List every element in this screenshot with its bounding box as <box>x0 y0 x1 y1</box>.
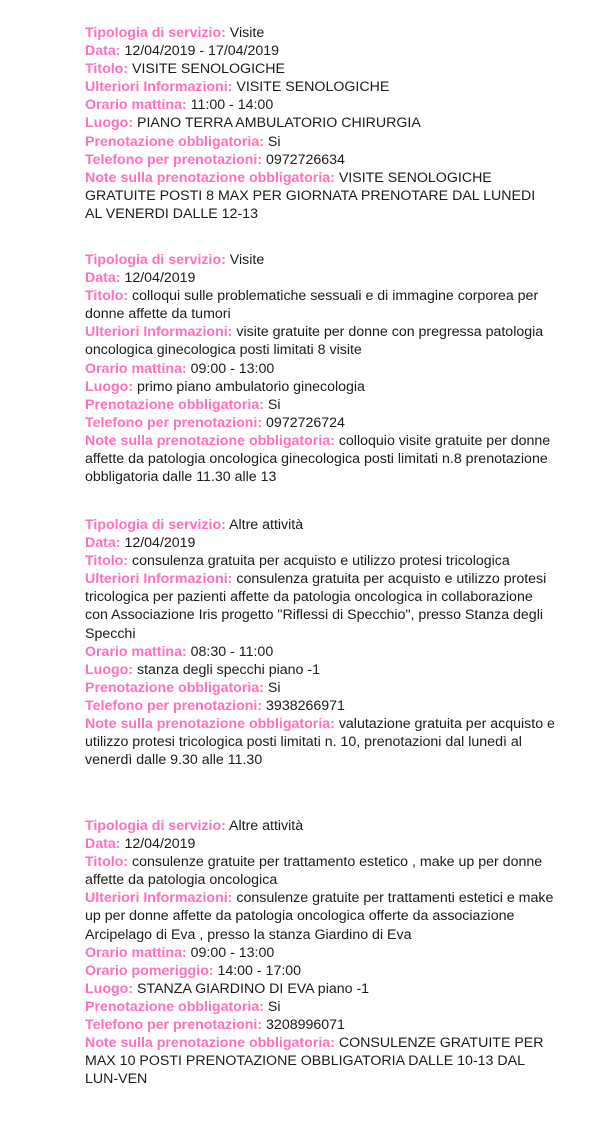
telefono-label: Telefono per prenotazioni: <box>85 151 263 168</box>
prenotazione-row <box>85 679 555 697</box>
luogo-row <box>85 661 555 679</box>
data-row <box>85 835 555 853</box>
titolo-row <box>85 60 555 78</box>
ulteriori-value: visite gratuite per donne con pregressa patologia oncologica ginecologica posti limitati 8 visite <box>85 324 544 359</box>
titolo-value: consulenza gratuita per acquisto e utilizzo protesi tricologica <box>132 553 510 570</box>
prenotazione-row <box>85 396 555 414</box>
data-row <box>85 534 555 552</box>
orario-mattina-label: Orario mattina: <box>85 360 187 377</box>
orario-mattina-row <box>85 643 555 661</box>
luogo-value: stanza degli specchi piano -1 <box>137 661 320 678</box>
titolo-row <box>85 853 555 889</box>
ulteriori-label: Ulteriori Informazioni: <box>85 79 233 96</box>
prenotazione-label: Prenotazione obbligatoria: <box>85 133 264 150</box>
data-label: Data: <box>85 836 121 853</box>
telefono-label: Telefono per prenotazioni: <box>85 697 263 714</box>
data-label: Data: <box>85 535 121 552</box>
tipologia-value: Altre attività <box>229 517 304 533</box>
data-value: 12/04/2019 <box>124 836 196 853</box>
luogo-row <box>85 378 555 396</box>
service-entry <box>85 516 555 769</box>
orario-pomeriggio-label: Orario pomeriggio: <box>85 962 214 979</box>
ulteriori-row <box>85 323 555 359</box>
ulteriori-value: VISITE SENOLOGICHE <box>236 79 390 96</box>
tipologia-label: Tipologia di servizio: <box>85 517 226 533</box>
telefono-row <box>85 414 555 432</box>
orario-mattina-value: 08:30 - 11:00 <box>190 643 274 660</box>
note-label: Note sulla prenotazione obbligatoria: <box>85 169 335 186</box>
tipologia-value: Visite <box>229 252 265 268</box>
note-row <box>85 432 555 486</box>
luogo-label: Luogo: <box>85 378 134 395</box>
luogo-row <box>85 114 555 132</box>
titolo-value: colloqui sulle problematiche sessuali e di immagine corporea per donne affette da tumori <box>85 288 539 323</box>
telefono-value: 3938266971 <box>266 697 345 714</box>
telefono-value: 0972726634 <box>266 151 345 168</box>
ulteriori-label: Ulteriori Informazioni: <box>85 324 233 341</box>
titolo-label: Titolo: <box>85 288 129 305</box>
luogo-value: STANZA GIARDINO DI EVA piano -1 <box>137 980 370 997</box>
ulteriori-row <box>85 570 555 642</box>
ulteriori-value: consulenze gratuite per trattamenti estetici e make up per donne affette da patologia oncologica offerte da associazione Arcipelago di Eva , presso la stanza Giardino di Eva <box>85 890 554 943</box>
titolo-row <box>85 287 555 323</box>
luogo-value: PIANO TERRA AMBULATORIO CHIRURGIA <box>137 115 421 132</box>
telefono-value: 0972726724 <box>266 414 345 431</box>
note-row <box>85 715 555 769</box>
tipologia-label: Tipologia di servizio: <box>85 818 226 834</box>
luogo-row <box>85 980 555 998</box>
data-value: 12/04/2019 <box>124 535 196 552</box>
ulteriori-row <box>85 78 555 96</box>
note-label: Note sulla prenotazione obbligatoria: <box>85 432 335 449</box>
note-label: Note sulla prenotazione obbligatoria: <box>85 716 335 733</box>
ulteriori-label: Ulteriori Informazioni: <box>85 890 233 907</box>
telefono-label: Telefono per prenotazioni: <box>85 1017 263 1034</box>
orario-mattina-row <box>85 944 555 962</box>
note-row <box>85 1034 555 1088</box>
titolo-value: consulenze gratuite per trattamento estetico , make up per donne affette da patologia oncologica <box>85 854 543 889</box>
tipologia-label: Tipologia di servizio: <box>85 252 226 268</box>
note-value: CONSULENZE GRATUITE PER MAX 10 POSTI PRENOTAZIONE OBBLIGATORIA DALLE 10-13 DAL LUN-VEN <box>85 1035 544 1088</box>
titolo-value: VISITE SENOLOGICHE <box>132 61 285 78</box>
tipologia-value: Visite <box>229 25 265 41</box>
data-value: 12/04/2019 <box>124 270 196 287</box>
tipologia-label: Tipologia di servizio: <box>85 25 226 41</box>
prenotazione-label: Prenotazione obbligatoria: <box>85 396 264 413</box>
luogo-value: primo piano ambulatorio ginecologia <box>137 378 365 395</box>
ulteriori-label: Ulteriori Informazioni: <box>85 571 233 588</box>
prenotazione-row <box>85 133 555 151</box>
orario-mattina-row <box>85 360 555 378</box>
tipologia-row <box>85 516 555 534</box>
orario-pomeriggio-row <box>85 962 555 980</box>
prenotazione-value: Si <box>267 679 281 696</box>
note-value: valutazione gratuita per acquisto e utilizzo protesi tricologica posti limitati n. 10, prenotazioni dal lunedì al venerdì dalle 9.30 alle 11.30 <box>85 716 555 769</box>
ulteriori-value: consulenza gratuita per acquisto e utilizzo protesi tricologica per pazienti affette da patologia oncologica in collaborazione con Associazione Iris progetto "Riflessi di Specchio", presso Stanza degli Specchi <box>85 571 547 642</box>
note-row <box>85 169 555 223</box>
prenotazione-value: Si <box>267 998 281 1015</box>
telefono-row <box>85 697 555 715</box>
note-value: VISITE SENOLOGICHE GRATUITE POSTI 8 MAX PER GIORNATA PRENOTARE DAL LUNEDI AL VENERDI DALLE 12-13 <box>85 169 536 222</box>
luogo-label: Luogo: <box>85 661 134 678</box>
data-label: Data: <box>85 270 121 287</box>
tipologia-row <box>85 817 555 835</box>
orario-mattina-label: Orario mattina: <box>85 97 187 114</box>
orario-mattina-value: 09:00 - 13:00 <box>190 944 275 961</box>
orario-mattina-label: Orario mattina: <box>85 944 187 961</box>
telefono-row <box>85 1016 555 1034</box>
telefono-label: Telefono per prenotazioni: <box>85 414 263 431</box>
orario-mattina-row <box>85 96 555 114</box>
orario-mattina-label: Orario mattina: <box>85 643 187 660</box>
orario-mattina-value: 09:00 - 13:00 <box>190 360 275 377</box>
orario-pomeriggio-value: 14:00 - 17:00 <box>217 962 302 979</box>
ulteriori-row <box>85 889 555 943</box>
titolo-label: Titolo: <box>85 553 129 570</box>
luogo-label: Luogo: <box>85 980 134 997</box>
titolo-label: Titolo: <box>85 854 129 871</box>
luogo-label: Luogo: <box>85 115 134 132</box>
data-value: 12/04/2019 - 17/04/2019 <box>124 43 280 60</box>
orario-mattina-value: 11:00 - 14:00 <box>190 97 274 114</box>
prenotazione-label: Prenotazione obbligatoria: <box>85 998 264 1015</box>
telefono-value: 3208996071 <box>266 1017 345 1034</box>
prenotazione-value: Si <box>267 396 281 413</box>
data-label: Data: <box>85 43 121 60</box>
data-row <box>85 269 555 287</box>
tipologia-row <box>85 251 555 269</box>
note-label: Note sulla prenotazione obbligatoria: <box>85 1035 335 1052</box>
service-entry <box>85 817 555 1088</box>
data-row <box>85 42 555 60</box>
titolo-row <box>85 552 555 570</box>
titolo-label: Titolo: <box>85 61 129 78</box>
telefono-row <box>85 151 555 169</box>
prenotazione-value: Si <box>267 133 281 150</box>
service-entry <box>85 251 555 486</box>
tipologia-row <box>85 24 555 42</box>
prenotazione-label: Prenotazione obbligatoria: <box>85 679 264 696</box>
tipologia-value: Altre attività <box>229 818 304 834</box>
note-value: colloquio visite gratuite per donne affette da patologia oncologica ginecologica posti limitati n.8 prenotazione obbligatoria dalle 11.30 alle 13 <box>85 432 551 486</box>
prenotazione-row <box>85 998 555 1016</box>
service-entry <box>85 24 555 223</box>
